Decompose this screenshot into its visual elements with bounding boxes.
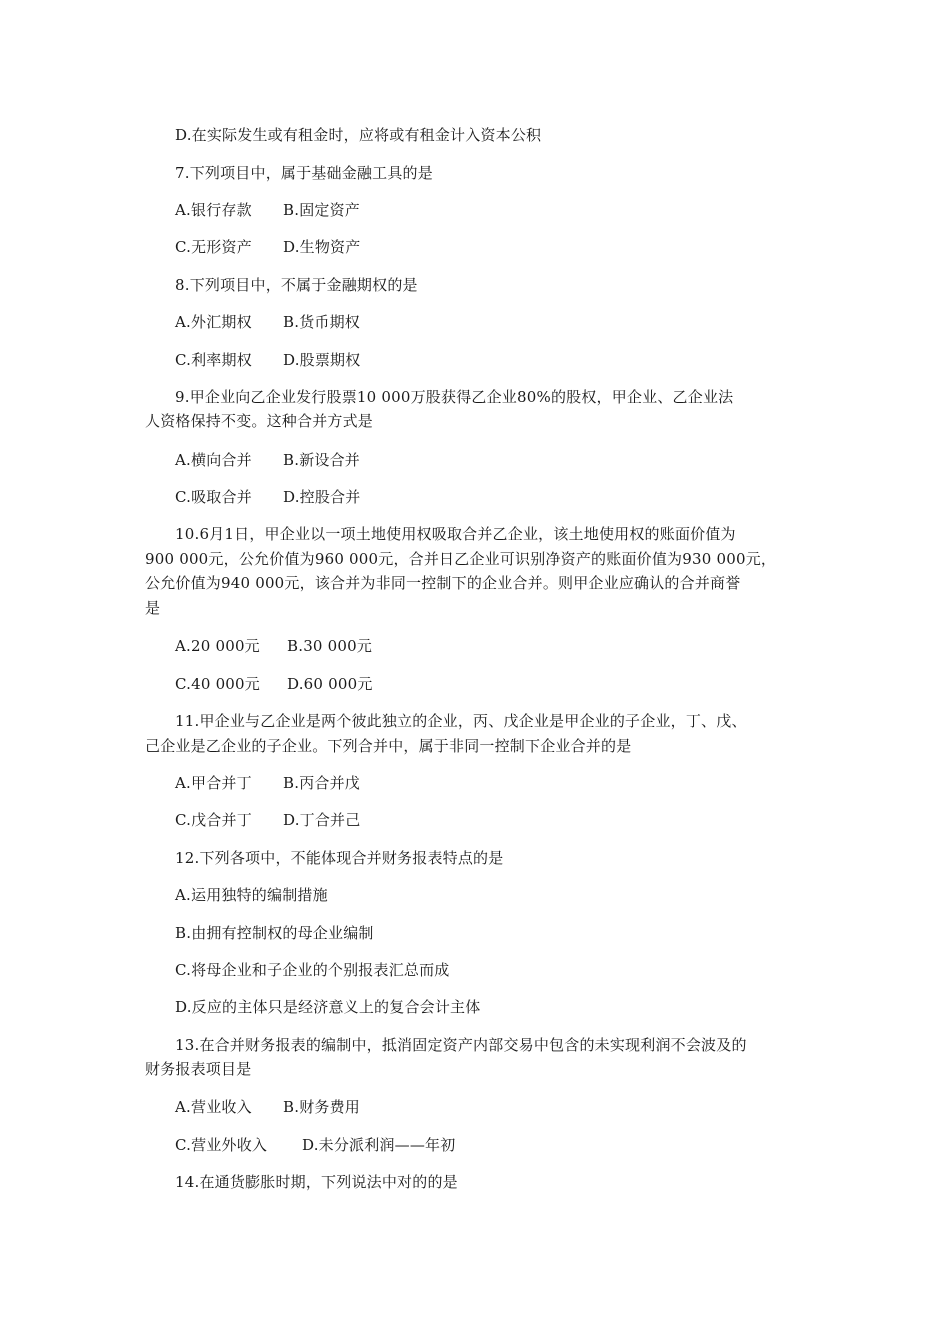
q8-option-a: A.外汇期权 <box>175 313 252 331</box>
q8-options-row-2 <box>175 350 360 370</box>
q8-option-d: D.股票期权 <box>283 351 361 369</box>
q11-option-c: C.戊合并丁 <box>175 811 252 829</box>
q13-stem-line-1: 13.在合并财务报表的编制中，抵消固定资产内部交易中包含的未实现利润不会波及的 <box>175 1036 747 1054</box>
q13-stem-line-2: 财务报表项目是 <box>145 1060 252 1078</box>
q9-options-row-1 <box>175 450 360 470</box>
q9-option-d: D.控股合并 <box>283 488 361 506</box>
q8-options-row-1 <box>175 312 360 332</box>
q7-option-a: A.银行存款 <box>175 201 252 219</box>
q10-stem-line-2: 900 000元，公允价值为960 000元，合并日乙企业可识别净资产的账面价值为930 000元， <box>145 550 777 568</box>
q13-options-row-1 <box>175 1097 360 1117</box>
q10-options-row-1 <box>175 636 372 656</box>
q11-option-b: B.丙合并戊 <box>283 774 360 792</box>
q13-option-a: A.营业收入 <box>175 1098 252 1116</box>
q8-option-b: B.货币期权 <box>283 313 360 331</box>
q11-option-d: D.丁合并己 <box>283 811 361 829</box>
q12-stem: 12.下列各项中，不能体现合并财务报表特点的是 <box>175 849 504 867</box>
q12-option-a: A.运用独特的编制措施 <box>175 886 328 904</box>
q7-options-row-1 <box>175 200 360 220</box>
q13-option-c: C.营业外收入 <box>175 1136 268 1154</box>
q13-option-d: D.未分派利润——年初 <box>302 1136 456 1154</box>
q7-option-b: B.固定资产 <box>283 201 360 219</box>
q10-stem-line-1: 10.6月1日，甲企业以一项土地使用权吸取合并乙企业，该土地使用权的账面价值为 <box>175 525 736 543</box>
q12-option-c: C.将母企业和子企业的个别报表汇总而成 <box>175 961 450 979</box>
q9-options-row-2 <box>175 487 360 507</box>
q11-options-row-1 <box>175 773 360 793</box>
q11-option-a: A.甲合并丁 <box>175 774 252 792</box>
q7-option-c: C.无形资产 <box>175 238 252 256</box>
q9-option-c: C.吸取合并 <box>175 488 252 506</box>
q10-stem-line-4: 是 <box>145 599 161 617</box>
q13-option-b: B.财务费用 <box>283 1098 360 1116</box>
q8-option-c: C.利率期权 <box>175 351 252 369</box>
q7-option-d: D.生物资产 <box>283 238 361 256</box>
q11-stem-line-1: 11.甲企业与乙企业是两个彼此独立的企业，丙、戊企业是甲企业的子企业，丁、戊、 <box>175 712 747 730</box>
q9-stem-line-1: 9.甲企业向乙企业发行股票10 000万股获得乙企业80%的股权，甲企业、乙企业法 <box>175 388 734 406</box>
q10-option-c: C.40 000元 <box>175 675 260 693</box>
q8-stem: 8.下列项目中，不属于金融期权的是 <box>175 276 418 294</box>
q10-option-b: B.30 000元 <box>287 637 373 655</box>
q11-options-row-2 <box>175 810 360 830</box>
q7-stem: 7.下列项目中，属于基础金融工具的是 <box>175 164 433 182</box>
q13-options-row-2 <box>175 1135 455 1155</box>
q9-option-a: A.横向合并 <box>175 451 252 469</box>
q9-option-b: B.新设合并 <box>283 451 360 469</box>
q10-option-a: A.20 000元 <box>175 637 260 655</box>
q14-stem: 14.在通货膨胀时期，下列说法中对的的是 <box>175 1173 458 1191</box>
q11-stem-line-2: 己企业是乙企业的子企业。下列合并中，属于非同一控制下企业合并的是 <box>145 737 632 755</box>
q6-option-d: D.在实际发生或有租金时，应将或有租金计入资本公积 <box>175 126 542 144</box>
q10-stem-line-3: 公允价值为940 000元，该合并为非同一控制下的企业合并。则甲企业应确认的合并商誉 <box>145 574 741 592</box>
q12-option-b: B.由拥有控制权的母企业编制 <box>175 924 374 942</box>
q10-options-row-2 <box>175 674 373 694</box>
q9-stem-line-2: 人资格保持不变。这种合并方式是 <box>145 412 374 430</box>
q7-options-row-2 <box>175 237 360 257</box>
q12-option-d: D.反应的主体只是经济意义上的复合会计主体 <box>175 998 481 1016</box>
q10-option-d: D.60 000元 <box>287 675 373 693</box>
